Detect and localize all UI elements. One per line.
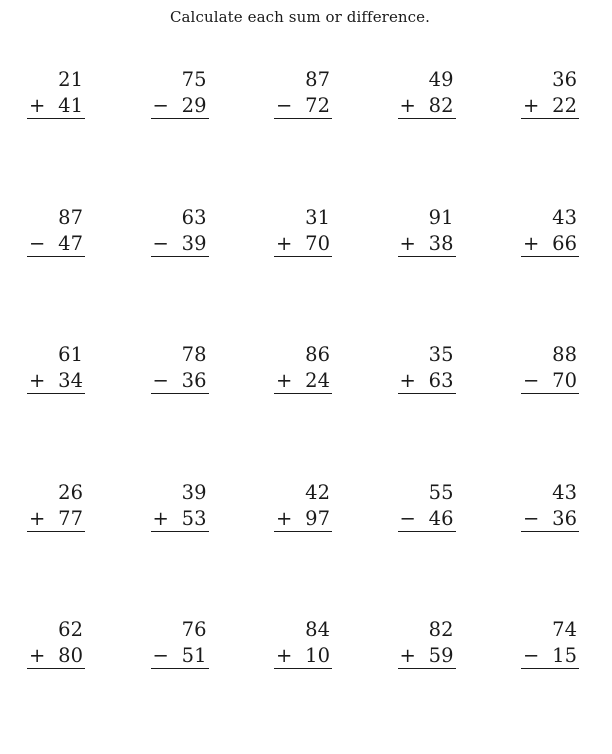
problem-bottom-number: 80: [58, 644, 83, 667]
problem-top-number: 86: [305, 343, 330, 366]
problem-bottom-line: [398, 231, 456, 257]
problem-top-number: 74: [552, 618, 577, 641]
problem: [274, 479, 332, 539]
problem-top-number: 39: [181, 480, 207, 504]
problem: [27, 479, 85, 539]
problem-bottom-number: 36: [552, 506, 577, 530]
problem: [151, 479, 209, 539]
problem-bottom-line: [274, 506, 332, 532]
problem: [274, 616, 332, 676]
problem: [27, 204, 85, 264]
problem-top-number: 21: [58, 68, 83, 91]
problem-bottom-line: [521, 643, 579, 669]
problem: [398, 616, 456, 676]
operator-sign: −: [152, 369, 169, 392]
problem-top-number: 42: [305, 480, 330, 504]
problem: [27, 341, 85, 401]
problem: [151, 204, 209, 264]
problem-bottom-line: [151, 93, 209, 119]
problem-bottom-number: 47: [58, 231, 83, 255]
problem-bottom-number: 15: [552, 644, 577, 667]
problem-bottom-number: 63: [428, 369, 454, 392]
problem-bottom-line: [398, 368, 456, 394]
operator-sign: +: [276, 506, 293, 530]
operator-sign: +: [399, 94, 416, 117]
problem-bottom-number: 10: [305, 644, 330, 667]
problem-bottom-line: [398, 643, 456, 669]
problem-bottom-number: 77: [58, 506, 83, 530]
problem-bottom-number: 34: [58, 369, 83, 392]
problem: [274, 341, 332, 401]
operator-sign: −: [276, 94, 293, 117]
problem-bottom-line: [521, 368, 579, 394]
problem-bottom-line: [521, 93, 579, 119]
operator-sign: −: [29, 231, 46, 255]
page-title: Calculate each sum or difference.: [169, 8, 431, 26]
problem: [521, 616, 579, 676]
problem-top-number: 35: [428, 343, 454, 366]
problem-bottom-line: [27, 368, 85, 394]
operator-sign: +: [276, 644, 293, 667]
problem-bottom-line: [151, 231, 209, 257]
problem-top-number: 43: [552, 205, 577, 229]
problem-bottom-line: [27, 506, 85, 532]
problem: [398, 479, 456, 539]
problem-top-number: 55: [428, 480, 454, 504]
operator-sign: +: [523, 231, 540, 255]
operator-sign: −: [152, 231, 169, 255]
problem-bottom-line: [274, 93, 332, 119]
operator-sign: +: [29, 506, 46, 530]
operator-sign: −: [523, 369, 540, 392]
problem: [274, 66, 332, 126]
problem-bottom-number: 22: [552, 94, 577, 117]
problem-top-number: 91: [428, 205, 454, 229]
problem: [398, 66, 456, 126]
operator-sign: +: [276, 369, 293, 392]
problem-top-number: 78: [181, 343, 207, 366]
problem: [151, 341, 209, 401]
problem-bottom-number: 38: [428, 231, 454, 255]
problem-bottom-number: 82: [428, 94, 454, 117]
problem: [521, 479, 579, 539]
problem: [27, 616, 85, 676]
problem-top-number: 63: [181, 205, 207, 229]
problem: [151, 616, 209, 676]
problem-bottom-line: [274, 368, 332, 394]
problem-bottom-number: 59: [428, 644, 454, 667]
problem-bottom-line: [274, 231, 332, 257]
problem-bottom-line: [521, 231, 579, 257]
problem-bottom-number: 24: [305, 369, 330, 392]
problem-top-number: 84: [305, 618, 330, 641]
problem-top-number: 75: [181, 68, 207, 91]
problem-bottom-number: 72: [305, 94, 330, 117]
problem-top-number: 88: [552, 343, 577, 366]
problem-bottom-number: 29: [181, 94, 207, 117]
problem-bottom-line: [27, 231, 85, 257]
problem-top-number: 31: [305, 205, 330, 229]
problem-bottom-line: [274, 643, 332, 669]
operator-sign: +: [29, 369, 46, 392]
operator-sign: +: [399, 369, 416, 392]
problem-bottom-number: 70: [552, 369, 577, 392]
problem-bottom-line: [521, 506, 579, 532]
operator-sign: −: [523, 506, 540, 530]
problem-bottom-line: [151, 368, 209, 394]
problem: [521, 341, 579, 401]
operator-sign: +: [399, 231, 416, 255]
operator-sign: +: [29, 94, 46, 117]
operator-sign: +: [523, 94, 540, 117]
problem-bottom-number: 41: [58, 94, 83, 117]
operator-sign: +: [276, 231, 293, 255]
problem-bottom-line: [398, 93, 456, 119]
problem-top-number: 82: [428, 618, 454, 641]
problem-top-number: 87: [305, 68, 330, 91]
problem: [398, 341, 456, 401]
problem: [398, 204, 456, 264]
problem-bottom-number: 51: [181, 644, 207, 667]
operator-sign: +: [29, 644, 46, 667]
problem-top-number: 61: [58, 343, 83, 366]
problem-top-number: 76: [181, 618, 207, 641]
problem: [521, 66, 579, 126]
problem-bottom-number: 70: [305, 231, 330, 255]
problem-bottom-number: 46: [428, 506, 454, 530]
problem-bottom-number: 66: [552, 231, 577, 255]
problem-bottom-line: [151, 643, 209, 669]
problem: [274, 204, 332, 264]
problem-top-number: 26: [58, 480, 83, 504]
problem-top-number: 36: [552, 68, 577, 91]
problems-grid: [27, 66, 587, 754]
problem-top-number: 43: [552, 480, 577, 504]
problem-top-number: 49: [428, 68, 454, 91]
problem-bottom-number: 97: [305, 506, 330, 530]
operator-sign: +: [399, 644, 416, 667]
problem-bottom-line: [398, 506, 456, 532]
operator-sign: −: [152, 644, 169, 667]
problem-top-number: 62: [58, 618, 83, 641]
problem-bottom-number: 39: [181, 231, 207, 255]
problem-bottom-line: [27, 93, 85, 119]
problem-bottom-number: 36: [181, 369, 207, 392]
problem: [151, 66, 209, 126]
problem: [521, 204, 579, 264]
operator-sign: −: [152, 94, 169, 117]
operator-sign: −: [399, 506, 416, 530]
problem-bottom-line: [151, 506, 209, 532]
problem-bottom-number: 53: [181, 506, 207, 530]
problem-bottom-line: [27, 643, 85, 669]
problem: [27, 66, 85, 126]
operator-sign: −: [523, 644, 540, 667]
problem-top-number: 87: [58, 205, 83, 229]
operator-sign: +: [152, 506, 169, 530]
